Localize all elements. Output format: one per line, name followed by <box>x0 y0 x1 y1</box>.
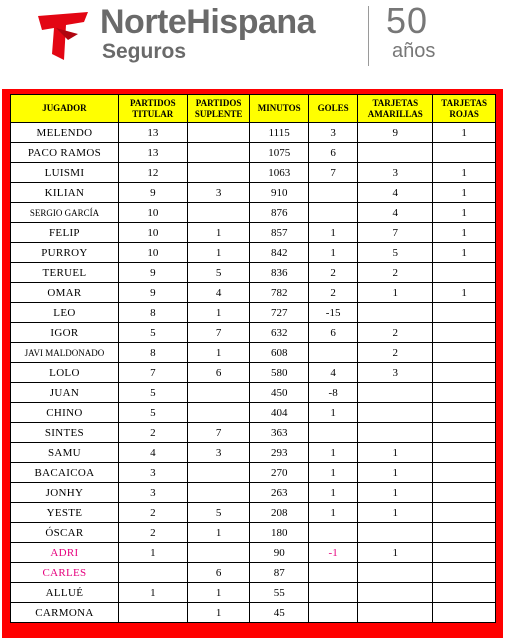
cell-goles <box>308 603 357 623</box>
cell-minutos: 632 <box>250 323 309 343</box>
cell-partidos-titular: 5 <box>118 323 187 343</box>
cell-minutos: 836 <box>250 263 309 283</box>
table-row <box>11 243 496 263</box>
cell-partidos-suplente: 3 <box>187 443 250 463</box>
column-header-tarjetas-rojas: TARJETAS ROJAS <box>433 95 496 123</box>
cell-minutos: 1115 <box>250 123 309 143</box>
cell-goles <box>308 203 357 223</box>
column-header-partidos-titular: PARTIDOS TITULAR <box>118 95 187 123</box>
cell-partidos-suplente <box>187 203 250 223</box>
cell-goles: 2 <box>308 263 357 283</box>
cell-player-name: CARLES <box>11 563 119 583</box>
cell-tarjetas-rojas: 1 <box>433 243 496 263</box>
column-header-tarjetas-amarillas: TARJETAS AMARILLAS <box>358 95 433 123</box>
cell-tarjetas-amarillas: 1 <box>358 543 433 563</box>
cell-minutos: 910 <box>250 183 309 203</box>
cell-minutos: 263 <box>250 483 309 503</box>
cell-partidos-suplente: 5 <box>187 503 250 523</box>
cell-partidos-titular: 8 <box>118 303 187 323</box>
cell-goles <box>308 583 357 603</box>
cell-tarjetas-amarillas: 2 <box>358 343 433 363</box>
cell-partidos-suplente: 1 <box>187 303 250 323</box>
table-row <box>11 183 496 203</box>
table-row <box>11 603 496 623</box>
cell-partidos-titular: 2 <box>118 523 187 543</box>
table-row <box>11 403 496 423</box>
cell-partidos-titular: 5 <box>118 383 187 403</box>
cell-partidos-suplente: 1 <box>187 523 250 543</box>
cell-minutos: 727 <box>250 303 309 323</box>
table-body <box>11 123 496 623</box>
cell-partidos-titular: 13 <box>118 123 187 143</box>
cell-goles: 3 <box>308 123 357 143</box>
cell-minutos: 1075 <box>250 143 309 163</box>
cell-minutos: 87 <box>250 563 309 583</box>
nortehispana-logo-icon <box>34 6 92 64</box>
cell-partidos-titular: 4 <box>118 443 187 463</box>
cell-tarjetas-rojas <box>433 483 496 503</box>
cell-tarjetas-rojas <box>433 143 496 163</box>
cell-partidos-titular: 1 <box>118 583 187 603</box>
cell-tarjetas-amarillas: 1 <box>358 443 433 463</box>
stats-table-frame <box>2 89 503 638</box>
table-row <box>11 303 496 323</box>
cell-minutos: 1063 <box>250 163 309 183</box>
cell-tarjetas-amarillas <box>358 143 433 163</box>
cell-player-name: LUISMI <box>11 163 119 183</box>
cell-partidos-suplente: 6 <box>187 563 250 583</box>
cell-tarjetas-amarillas: 4 <box>358 203 433 223</box>
table-row <box>11 263 496 283</box>
cell-player-name: CARMONA <box>11 603 119 623</box>
cell-partidos-titular: 7 <box>118 363 187 383</box>
cell-tarjetas-rojas <box>433 383 496 403</box>
cell-minutos: 208 <box>250 503 309 523</box>
cell-partidos-suplente: 7 <box>187 323 250 343</box>
cell-player-name: JONHY <box>11 483 119 503</box>
cell-goles: 7 <box>308 163 357 183</box>
cell-tarjetas-rojas <box>433 523 496 543</box>
cell-player-name: SINTES <box>11 423 119 443</box>
cell-tarjetas-rojas: 1 <box>433 123 496 143</box>
cell-tarjetas-amarillas <box>358 303 433 323</box>
cell-tarjetas-rojas <box>433 303 496 323</box>
header <box>0 0 505 85</box>
cell-minutos: 293 <box>250 443 309 463</box>
cell-tarjetas-rojas: 1 <box>433 223 496 243</box>
brand-name: NorteHispana <box>100 3 316 41</box>
table-row <box>11 523 496 543</box>
cell-tarjetas-amarillas: 4 <box>358 183 433 203</box>
anniversary-word: años <box>392 40 436 62</box>
cell-tarjetas-amarillas <box>358 523 433 543</box>
cell-player-name: JAVI MALDONADO <box>11 343 119 363</box>
cell-partidos-titular: 8 <box>118 343 187 363</box>
table-row <box>11 143 496 163</box>
cell-tarjetas-rojas <box>433 443 496 463</box>
cell-partidos-suplente <box>187 463 250 483</box>
table-row <box>11 163 496 183</box>
cell-minutos: 876 <box>250 203 309 223</box>
table-row <box>11 343 496 363</box>
table-row <box>11 363 496 383</box>
cell-tarjetas-amarillas: 2 <box>358 323 433 343</box>
table-row <box>11 443 496 463</box>
cell-minutos: 45 <box>250 603 309 623</box>
cell-tarjetas-amarillas: 7 <box>358 223 433 243</box>
cell-partidos-titular: 10 <box>118 203 187 223</box>
cell-partidos-suplente <box>187 403 250 423</box>
cell-goles <box>308 523 357 543</box>
cell-goles: 6 <box>308 323 357 343</box>
cell-partidos-titular: 3 <box>118 463 187 483</box>
cell-goles: 2 <box>308 283 357 303</box>
cell-minutos: 180 <box>250 523 309 543</box>
cell-partidos-titular <box>118 603 187 623</box>
cell-partidos-titular: 9 <box>118 263 187 283</box>
cell-goles: 1 <box>308 463 357 483</box>
cell-tarjetas-amarillas: 1 <box>358 283 433 303</box>
cell-tarjetas-rojas <box>433 463 496 483</box>
cell-minutos: 608 <box>250 343 309 363</box>
table-row <box>11 543 496 563</box>
cell-player-name: CHINO <box>11 403 119 423</box>
cell-player-name: LEO <box>11 303 119 323</box>
cell-tarjetas-amarillas <box>358 423 433 443</box>
cell-minutos: 363 <box>250 423 309 443</box>
cell-tarjetas-rojas <box>433 503 496 523</box>
cell-partidos-suplente: 7 <box>187 423 250 443</box>
cell-tarjetas-rojas <box>433 403 496 423</box>
cell-goles: -15 <box>308 303 357 323</box>
cell-player-name: PURROY <box>11 243 119 263</box>
cell-tarjetas-amarillas: 9 <box>358 123 433 143</box>
cell-partidos-titular: 2 <box>118 503 187 523</box>
cell-tarjetas-rojas: 1 <box>433 203 496 223</box>
cell-minutos: 404 <box>250 403 309 423</box>
cell-tarjetas-rojas: 1 <box>433 283 496 303</box>
cell-goles: 1 <box>308 483 357 503</box>
cell-partidos-titular: 5 <box>118 403 187 423</box>
cell-minutos: 270 <box>250 463 309 483</box>
table-row <box>11 563 496 583</box>
cell-partidos-suplente <box>187 123 250 143</box>
cell-partidos-titular: 10 <box>118 223 187 243</box>
cell-partidos-suplente: 4 <box>187 283 250 303</box>
cell-player-name: IGOR <box>11 323 119 343</box>
cell-partidos-suplente <box>187 483 250 503</box>
column-header-jugador: JUGADOR <box>11 95 119 123</box>
table-row <box>11 483 496 503</box>
brand-subtitle: Seguros <box>102 40 187 63</box>
cell-player-name: MELENDO <box>11 123 119 143</box>
cell-goles: -1 <box>308 543 357 563</box>
cell-minutos: 90 <box>250 543 309 563</box>
cell-partidos-titular: 13 <box>118 143 187 163</box>
cell-tarjetas-rojas <box>433 323 496 343</box>
cell-goles: 1 <box>308 443 357 463</box>
cell-goles <box>308 563 357 583</box>
cell-goles: -8 <box>308 383 357 403</box>
cell-partidos-suplente <box>187 543 250 563</box>
cell-minutos: 55 <box>250 583 309 603</box>
cell-minutos: 857 <box>250 223 309 243</box>
table-row <box>11 203 496 223</box>
cell-tarjetas-rojas <box>433 543 496 563</box>
cell-tarjetas-amarillas <box>358 383 433 403</box>
cell-tarjetas-amarillas: 5 <box>358 243 433 263</box>
cell-goles: 4 <box>308 363 357 383</box>
cell-partidos-titular: 12 <box>118 163 187 183</box>
cell-player-name: OMAR <box>11 283 119 303</box>
cell-partidos-titular: 2 <box>118 423 187 443</box>
cell-tarjetas-amarillas: 1 <box>358 463 433 483</box>
cell-goles: 1 <box>308 243 357 263</box>
cell-player-name: ÓSCAR <box>11 523 119 543</box>
cell-tarjetas-amarillas <box>358 603 433 623</box>
cell-partidos-suplente: 5 <box>187 263 250 283</box>
cell-tarjetas-amarillas: 1 <box>358 503 433 523</box>
cell-partidos-titular: 10 <box>118 243 187 263</box>
cell-partidos-titular: 1 <box>118 543 187 563</box>
cell-goles <box>308 183 357 203</box>
table-row <box>11 283 496 303</box>
cell-partidos-titular: 9 <box>118 183 187 203</box>
cell-tarjetas-amarillas <box>358 403 433 423</box>
cell-goles: 1 <box>308 223 357 243</box>
cell-partidos-suplente <box>187 163 250 183</box>
table-row <box>11 423 496 443</box>
cell-player-name: SERGIO GARCÍA <box>11 203 119 223</box>
cell-player-name: JUAN <box>11 383 119 403</box>
table-row <box>11 503 496 523</box>
cell-goles <box>308 423 357 443</box>
table-row <box>11 383 496 403</box>
cell-tarjetas-rojas <box>433 603 496 623</box>
cell-tarjetas-rojas <box>433 343 496 363</box>
cell-partidos-suplente: 1 <box>187 243 250 263</box>
cell-minutos: 782 <box>250 283 309 303</box>
cell-tarjetas-rojas <box>433 563 496 583</box>
cell-partidos-suplente: 1 <box>187 223 250 243</box>
cell-partidos-suplente: 1 <box>187 343 250 363</box>
cell-tarjetas-amarillas: 3 <box>358 163 433 183</box>
cell-partidos-suplente <box>187 143 250 163</box>
cell-partidos-suplente: 1 <box>187 603 250 623</box>
cell-goles: 1 <box>308 503 357 523</box>
cell-goles <box>308 343 357 363</box>
player-stats-table <box>10 94 496 623</box>
anniversary-number: 50 <box>386 0 429 41</box>
cell-tarjetas-rojas <box>433 583 496 603</box>
table-row <box>11 583 496 603</box>
cell-tarjetas-amarillas <box>358 583 433 603</box>
cell-player-name: FELIP <box>11 223 119 243</box>
cell-tarjetas-amarillas: 1 <box>358 483 433 503</box>
cell-partidos-suplente: 3 <box>187 183 250 203</box>
cell-player-name: BACAICOA <box>11 463 119 483</box>
cell-partidos-titular <box>118 563 187 583</box>
header-divider <box>368 6 369 66</box>
cell-partidos-titular: 3 <box>118 483 187 503</box>
column-header-partidos-suplente: PARTIDOS SUPLENTE <box>187 95 250 123</box>
cell-tarjetas-rojas: 1 <box>433 163 496 183</box>
cell-player-name: PACO RAMOS <box>11 143 119 163</box>
cell-tarjetas-rojas: 1 <box>433 183 496 203</box>
cell-player-name: LOLO <box>11 363 119 383</box>
cell-tarjetas-rojas <box>433 423 496 443</box>
cell-player-name: YESTE <box>11 503 119 523</box>
cell-tarjetas-rojas <box>433 263 496 283</box>
cell-minutos: 580 <box>250 363 309 383</box>
table-row <box>11 223 496 243</box>
cell-minutos: 842 <box>250 243 309 263</box>
cell-minutos: 450 <box>250 383 309 403</box>
cell-player-name: ADRI <box>11 543 119 563</box>
cell-partidos-suplente <box>187 383 250 403</box>
cell-partidos-suplente: 1 <box>187 583 250 603</box>
table-row <box>11 323 496 343</box>
cell-tarjetas-rojas <box>433 363 496 383</box>
cell-player-name: TERUEL <box>11 263 119 283</box>
cell-tarjetas-amarillas: 3 <box>358 363 433 383</box>
table-row <box>11 123 496 143</box>
cell-goles: 1 <box>308 403 357 423</box>
cell-tarjetas-amarillas <box>358 563 433 583</box>
column-header-minutos: MINUTOS <box>250 95 309 123</box>
cell-player-name: SAMU <box>11 443 119 463</box>
table-row <box>11 463 496 483</box>
cell-player-name: ALLUÉ <box>11 583 119 603</box>
column-header-goles: GOLES <box>308 95 357 123</box>
cell-goles: 6 <box>308 143 357 163</box>
cell-tarjetas-amarillas: 2 <box>358 263 433 283</box>
cell-player-name: KILIAN <box>11 183 119 203</box>
cell-partidos-suplente: 6 <box>187 363 250 383</box>
cell-partidos-titular: 9 <box>118 283 187 303</box>
table-header-row <box>11 95 496 123</box>
